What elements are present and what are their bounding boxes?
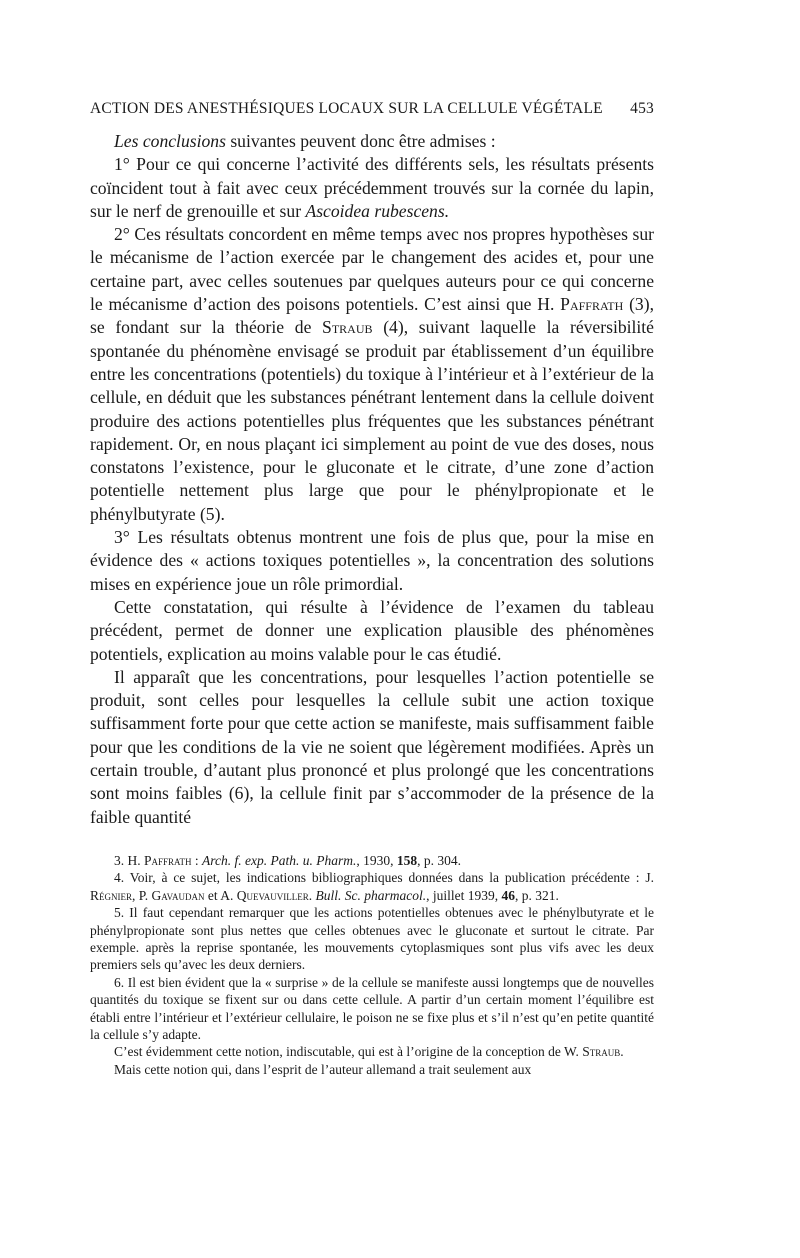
footnote-6-continued: C’est évidemment cette notion, indiscutable, qui est à l’origine de la conception de W. Straub. (114, 1044, 624, 1060)
running-header (90, 100, 654, 118)
emphasis-text: Les conclusions (114, 131, 226, 151)
author-name: Paffrath (144, 853, 192, 868)
running-title: ACTION DES ANESTHÉSIQUES LOCAUX SUR LA CELLULE VÉGÉTALE (90, 100, 603, 117)
author-name: Gavaudan (151, 887, 205, 903)
paragraph-conclusion-1: 1° Pour ce qui concerne l’activité des différents sels, les résultats présents coïncident tout à fait avec ceux précédemment trouvés sur la cornée du lapin, sur le nerf de grenouille et sur Ascoidea rubescens. (90, 154, 654, 221)
journal-name: Arch. f. exp. Path. u. Pharm. (202, 853, 357, 868)
author-name: Straub (322, 317, 373, 338)
volume-number: 46 (501, 887, 516, 903)
footnote-5: 5. Il faut cependant remarquer que les actions potentielles obtenues avec le phénylbutyrate et le phénylpropionate sont plus nettes que celles obtenues avec le gluconate et surtout le citrate. Par exemple. après la reprise spontanée, les mouvements cytoplasmiques sont plus vifs avec les deux premiers sels qu’avec les deux derniers. (90, 905, 654, 973)
paragraph-explanation: Il apparaît que les concentrations, pour lesquelles l’action potentielle se produit, sont celles pour lesquelles la cellule subit une action toxique suffisamment forte pour que cette action se manifeste, mais suffisamment faible pour que les conditions de la vie ne soient que légèrement modifiées. Après un certain trouble, d’autant plus prononcé et plus prolongé que les concentrations sont moins faibles (6), la cellule finit par s’accommoder de la présence de la faible quantité (90, 666, 654, 827)
main-text (90, 130, 654, 829)
footnote-6-continued: Mais cette notion qui, dans l’esprit de l’auteur allemand a trait seulement aux (114, 1061, 532, 1077)
author-name: Straub (582, 1044, 621, 1060)
reference-marker: (4) (383, 317, 404, 338)
species-name: Ascoidea rubescens. (305, 200, 450, 221)
reference-marker: (5) (199, 503, 221, 524)
footnote-4: 4. Voir, à ce sujet, les indications bibliographiques données dans la publication précédente : J. Régnier, P. Gavaudan et A. Quevauviller. Bull. Sc. pharmacol., juillet 1939, 46, p. 321. (90, 870, 654, 903)
volume-number: 158 (396, 853, 418, 868)
footnote-6: 6. Il est bien évident que la « surprise » de la cellule se manifeste aussi longtemps que de nouvelles quantités du toxique se fixent sur ou dans cette cellule. A partir d’un certain moment l’équilibre est établi entre l’intérieur et l’extérieur cellulaire, le poison ne se fixe plus et s’il n’est qu’en petite quantité la cellule s’y adapte. (90, 974, 654, 1043)
author-name: Régnier (90, 887, 132, 903)
author-name: Quevauviller (236, 887, 309, 903)
reference-marker: (3) (629, 294, 650, 315)
journal-name: Bull. Sc. pharmacol. (315, 887, 427, 903)
reference-marker: (6) (228, 783, 250, 804)
paragraph-conclusion-3: 3° Les résultats obtenus montrent une fois de plus que, pour la mise en évidence des « actions toxiques potentielles », la concentration des solutions mises en expérience joue un rôle primordial. (90, 527, 654, 594)
footnote-3: 3. H. Paffrath : Arch. f. exp. Path. u. Pharm., 1930, 158, p. 304. (114, 853, 462, 868)
paragraph-conclusions-intro: Les conclusions suivantes peuvent donc être admises : (114, 131, 496, 151)
paragraph-observation: Cette constatation, qui résulte à l’évidence de l’examen du tableau précédent, permet de donner une explication plausible des phénomènes potentiels, explication au moins valable pour le cas étudié. (90, 596, 654, 664)
page-number: 453 (630, 100, 654, 117)
footnotes (90, 852, 654, 1078)
author-name: Paffrath (560, 294, 624, 315)
paragraph-conclusion-2: 2° Ces résultats concordent en même temps avec nos propres hypothèses sur le mécanisme de l’action exercée par le changement des acides et, pour une certaine part, avec celles soutenues par quelques auteurs pour ce qui concerne le mécanisme d’action des poisons potentiels. C’est ainsi que H. Paffrath (3), se fondant sur la théorie de Straub (4), suivant laquelle la réversibilité spontanée du phénomène envisagé se produit par établissement d’un équilibre entre les concentrations (potentiels) du toxique à l’intérieur et à l’extérieur de la cellule, en déduit que les substances pénétrant lentement dans la cellule doivent produire des actions potentielles plus fréquentes que les substances pénétrant rapidement. Or, en nous plaçant ici simplement au point de vue des doses, nous constatons l’existence, pour le gluconate et le citrate, d’une zone d’action potentielle nettement plus large que pour le phénylpropionate et le phénylbutyrate (5). (90, 224, 654, 524)
